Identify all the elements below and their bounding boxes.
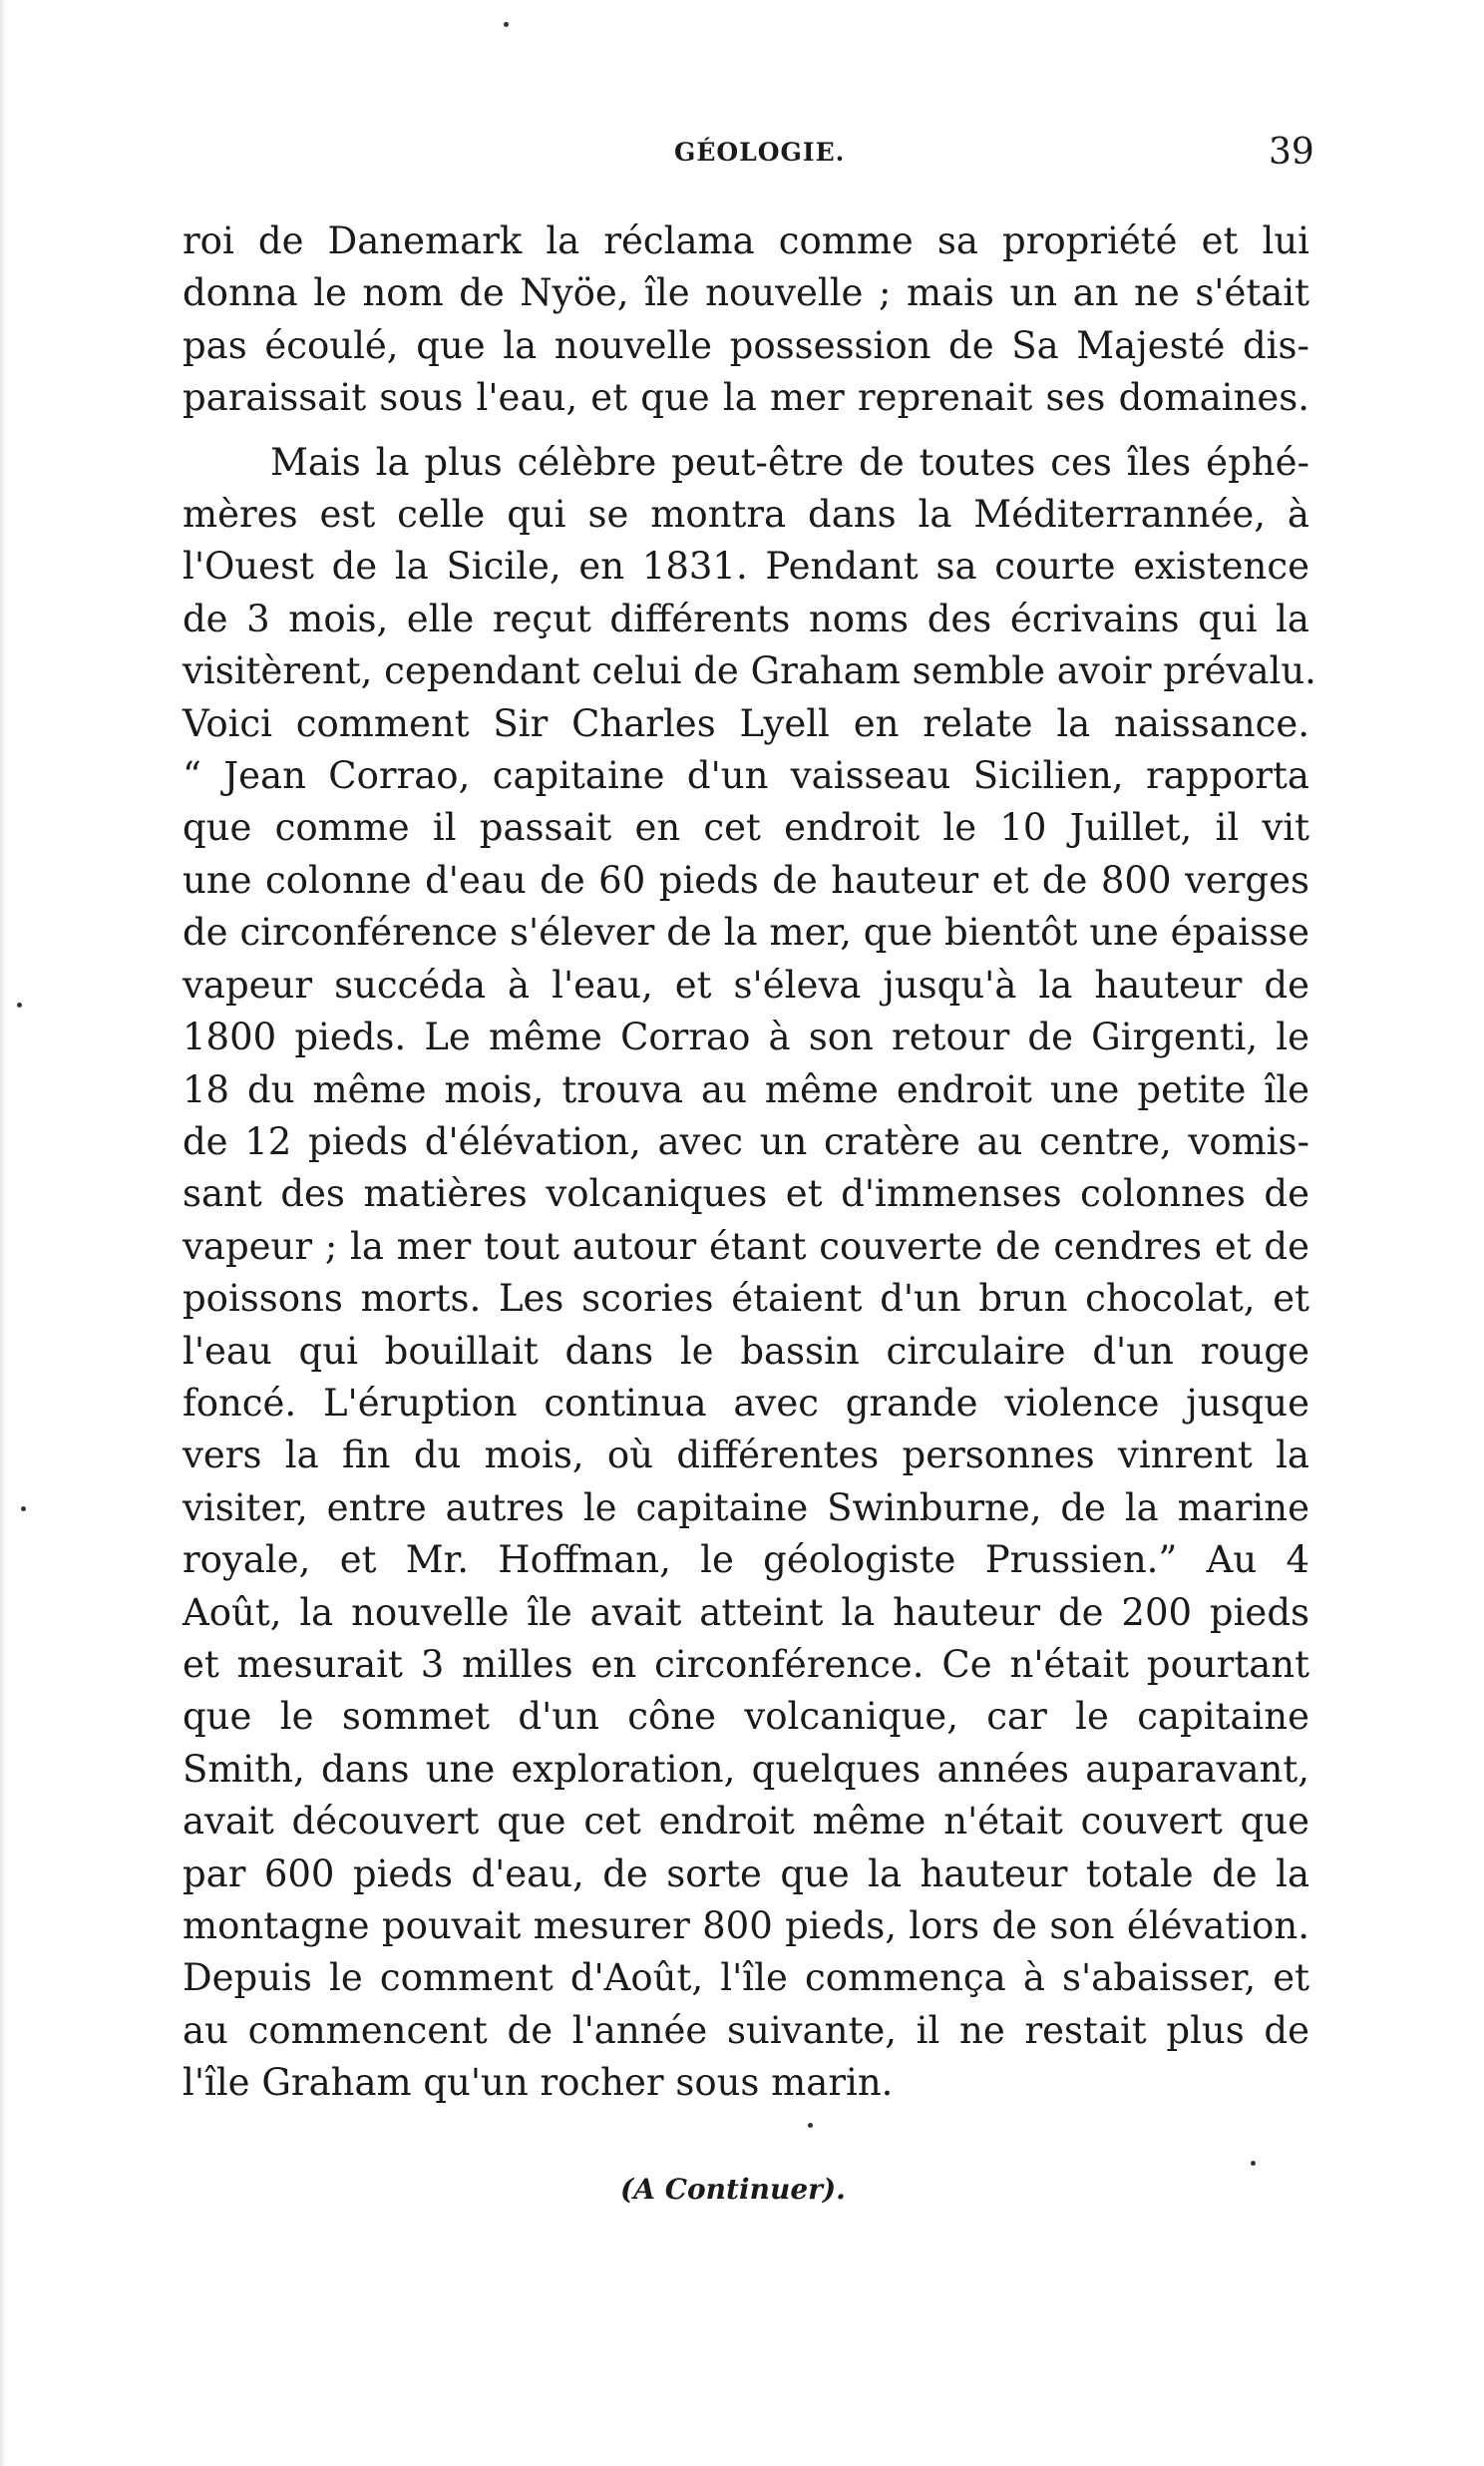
ink-speck	[808, 2123, 813, 2128]
text-line: au commencent de l'année suivante, il ne restait plus de	[183, 2008, 1309, 2052]
text-line: que comme il passait en cet endroit le 10 Juillet, il vit	[183, 806, 1309, 850]
text-line: pas écoulé, que la nouvelle possession de Sa Majesté dis-	[183, 323, 1309, 367]
text-line: et mesurait 3 milles en circonférence. Ce n'était pourtant	[183, 1642, 1309, 1686]
text-line: par 600 pieds d'eau, de sorte que la hauteur totale de la	[183, 1851, 1309, 1895]
text-line: foncé. L'éruption continua avec grande violence jusque	[183, 1381, 1309, 1425]
text-line: “ Jean Corrao, capitaine d'un vaisseau Sicilien, rapporta	[183, 754, 1309, 798]
text-line: vers la fin du mois, où différentes personnes vinrent la	[183, 1434, 1309, 1477]
text-line: Smith, dans une exploration, quelques années auparavant,	[183, 1747, 1309, 1791]
text-line: mères est celle qui se montra dans la Méditerrannée, à	[183, 493, 1309, 537]
page-edge-shadow	[0, 0, 6, 2466]
running-head	[0, 132, 1484, 188]
page-number: 39	[1269, 132, 1314, 173]
ink-speck	[1251, 2161, 1256, 2166]
text-line: que le sommet d'un cône volcanique, car le capitaine	[183, 1695, 1309, 1739]
text-line: paraissait sous l'eau, et que la mer reprenait ses domaines.	[183, 376, 1309, 420]
text-line: poissons morts. Les scories étaient d'un brun chocolat, et	[183, 1277, 1309, 1321]
text-line: l'île Graham qu'un rocher sous marin.	[183, 2061, 894, 2105]
text-line: Août, la nouvelle île avait atteint la hauteur de 200 pieds	[183, 1590, 1309, 1634]
text-line: vapeur ; la mer tout autour étant couverte de cendres et de	[183, 1224, 1309, 1268]
text-line: vapeur succéda à l'eau, et s'éleva jusqu'à la hauteur de	[183, 963, 1309, 1007]
text-line: de 3 mois, elle reçut différents noms des écrivains qui la	[183, 597, 1309, 640]
text-line: de circonférence s'élever de la mer, que bientôt une épaisse	[183, 911, 1309, 955]
text-line: visiter, entre autres le capitaine Swinburne, de la marine	[183, 1485, 1309, 1529]
ink-speck	[17, 1003, 22, 1008]
text-line: Depuis le comment d'Août, l'île commença à s'abaisser, et	[183, 1956, 1309, 2000]
text-line: l'Ouest de la Sicile, en 1831. Pendant sa courte existence	[183, 545, 1309, 589]
text-line: visitèrent, cependant celui de Graham semble avoir prévalu.	[183, 649, 1316, 693]
paragraph-1	[183, 215, 1309, 425]
text-line: de 12 pieds d'élévation, avec un cratère au centre, vomis-	[183, 1119, 1309, 1163]
text-line: roi de Danemark la réclama comme sa propriété et lui	[183, 219, 1309, 262]
text-line: 1800 pieds. Le même Corrao à son retour de Girgenti, le	[183, 1016, 1309, 1059]
text-line: l'eau qui bouillait dans le bassin circulaire d'un rouge	[183, 1329, 1309, 1373]
ink-speck	[504, 22, 509, 27]
text-line: Voici comment Sir Charles Lyell en relate la naissance.	[183, 701, 1309, 745]
text-line: sant des matières volcaniques et d'immenses colonnes de	[183, 1172, 1309, 1216]
body-text	[183, 215, 1316, 2110]
ink-speck	[21, 1506, 26, 1511]
text-line: donna le nom de Nyöe, île nouvelle ; mais un an ne s'était	[183, 271, 1309, 315]
running-title: GÉOLOGIE.	[674, 138, 846, 167]
paragraph-2	[183, 437, 1316, 2110]
text-line: Mais la plus célèbre peut-être de toutes ces îles éphé-	[270, 440, 1309, 484]
text-line: 18 du même mois, trouva au même endroit une petite île	[183, 1067, 1309, 1111]
text-line: royale, et Mr. Hoffman, le géologiste Prussien.” Au 4	[183, 1538, 1309, 1582]
text-line: avait découvert que cet endroit même n'était couvert que	[183, 1800, 1309, 1844]
text-line: une colonne d'eau de 60 pieds de hauteur et de 800 verges	[183, 858, 1309, 902]
continuation-note: (A Continuer).	[620, 2173, 846, 2206]
text-line: montagne pouvait mesurer 800 pieds, lors de son élévation.	[183, 1904, 1309, 1947]
